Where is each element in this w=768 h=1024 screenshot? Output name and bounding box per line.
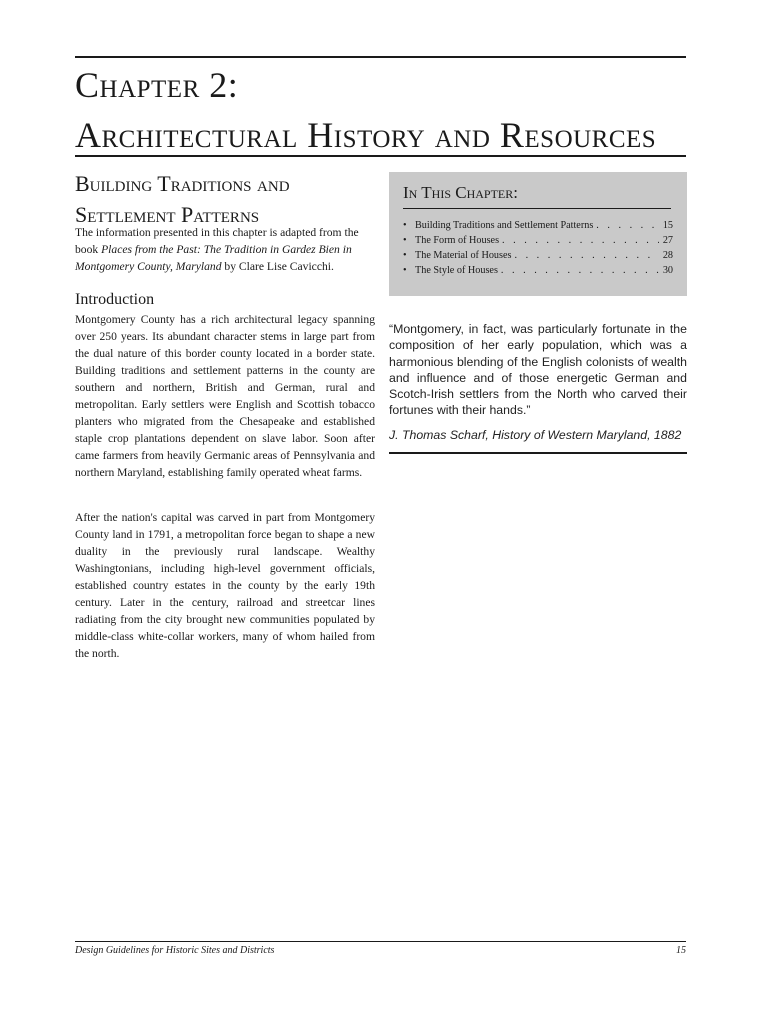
toc-item-title: The Style of Houses — [415, 265, 498, 276]
bullet-icon: • — [403, 220, 407, 231]
toc-rule — [403, 208, 671, 209]
intro-paragraph-2: After the nation's capital was carved in part from Montgomery County land in 1791, a metropolitan force began to shape a new duality in the previously rural landscape. Wealthy Washingtonians, including high-level government officials, established country estates in the county by the early 19th century. Later in the century, railroad and streetcar lines radiating from the city brought new communities populated by middle-class white-collar workers, many of whom hailed from the north. — [75, 511, 375, 660]
toc-leader-dots — [499, 233, 659, 248]
quote-rule — [389, 452, 687, 454]
source-prefix: The information presented in this chapter is adapted from the book — [75, 226, 359, 256]
toc-item-page: 15 — [662, 220, 673, 231]
toc-item-page: 30 — [662, 265, 673, 276]
quote-attribution: J. Thomas Scharf, History of Western Maryland, 1882 — [389, 428, 682, 442]
bullet-icon: • — [403, 235, 407, 246]
bullet-icon: • — [403, 250, 407, 261]
toc-item-page: 27 — [662, 235, 673, 246]
source-note — [75, 224, 375, 275]
section-title-line-1: Building Traditions and — [75, 171, 290, 196]
toc-leader-dots — [593, 218, 659, 233]
footer-publication-title: Design Guidelines for Historic Sites and Districts — [75, 945, 275, 956]
toc-heading: In This Chapter: — [403, 183, 518, 202]
pull-quote: “Montgomery, in fact, was particularly fortunate in the composition of her early population, which was a harmonious blending of the English colonists of wealth and influence and of those energetic German and Scotch-Irish settlers from the North who carved their fortunes with their hands.” — [389, 322, 687, 418]
footer-rule — [75, 941, 686, 942]
chapter-name: Architectural History and Resources — [75, 115, 657, 155]
chapter-title — [75, 60, 695, 160]
bullet-icon: • — [403, 265, 407, 276]
section-title — [75, 168, 375, 230]
toc-list — [403, 218, 673, 278]
title-rule — [75, 155, 686, 157]
toc-item[interactable] — [403, 218, 673, 233]
toc-item[interactable] — [403, 233, 673, 248]
toc-item-title: The Form of Houses — [415, 235, 500, 246]
in-this-chapter-box — [389, 172, 687, 296]
chapter-number: Chapter 2: — [75, 65, 239, 105]
toc-item-title: The Material of Houses — [415, 250, 512, 261]
footer-page-number: 15 — [676, 945, 686, 956]
toc-item-page: 28 — [662, 250, 673, 261]
section-title-line-2: Settlement Patterns — [75, 202, 260, 227]
toc-item-title: Building Traditions and Settlement Patterns — [415, 220, 594, 231]
top-rule — [75, 56, 686, 58]
toc-leader-dots — [498, 263, 659, 278]
intro-paragraph-1: Montgomery County has a rich architectural legacy spanning over 250 years. Its abundant character stems in large part from the dual nature of this border county located in a border state. Building traditions and settlement patterns in the county are southern and northern, British and German, rural and metropolitan. Early settlers were English and Scottish tobacco planters who migrated from the Chesapeake and established staple crop plantations dependent on slave labor. Soon after came farmers from heavily Germanic areas of Pennsylvania and northern Maryland, establishing family operated wheat farms. — [75, 313, 375, 479]
toc-leader-dots — [511, 248, 659, 263]
intro-heading: Introduction — [75, 291, 155, 308]
toc-item[interactable] — [403, 263, 673, 278]
source-suffix: by Clare Lise Cavicchi. — [221, 260, 334, 273]
source-book-title: Places from the Past: The Tradition in Gardez Bien in Montgomery County, Maryland — [75, 243, 352, 273]
toc-item[interactable] — [403, 248, 673, 263]
